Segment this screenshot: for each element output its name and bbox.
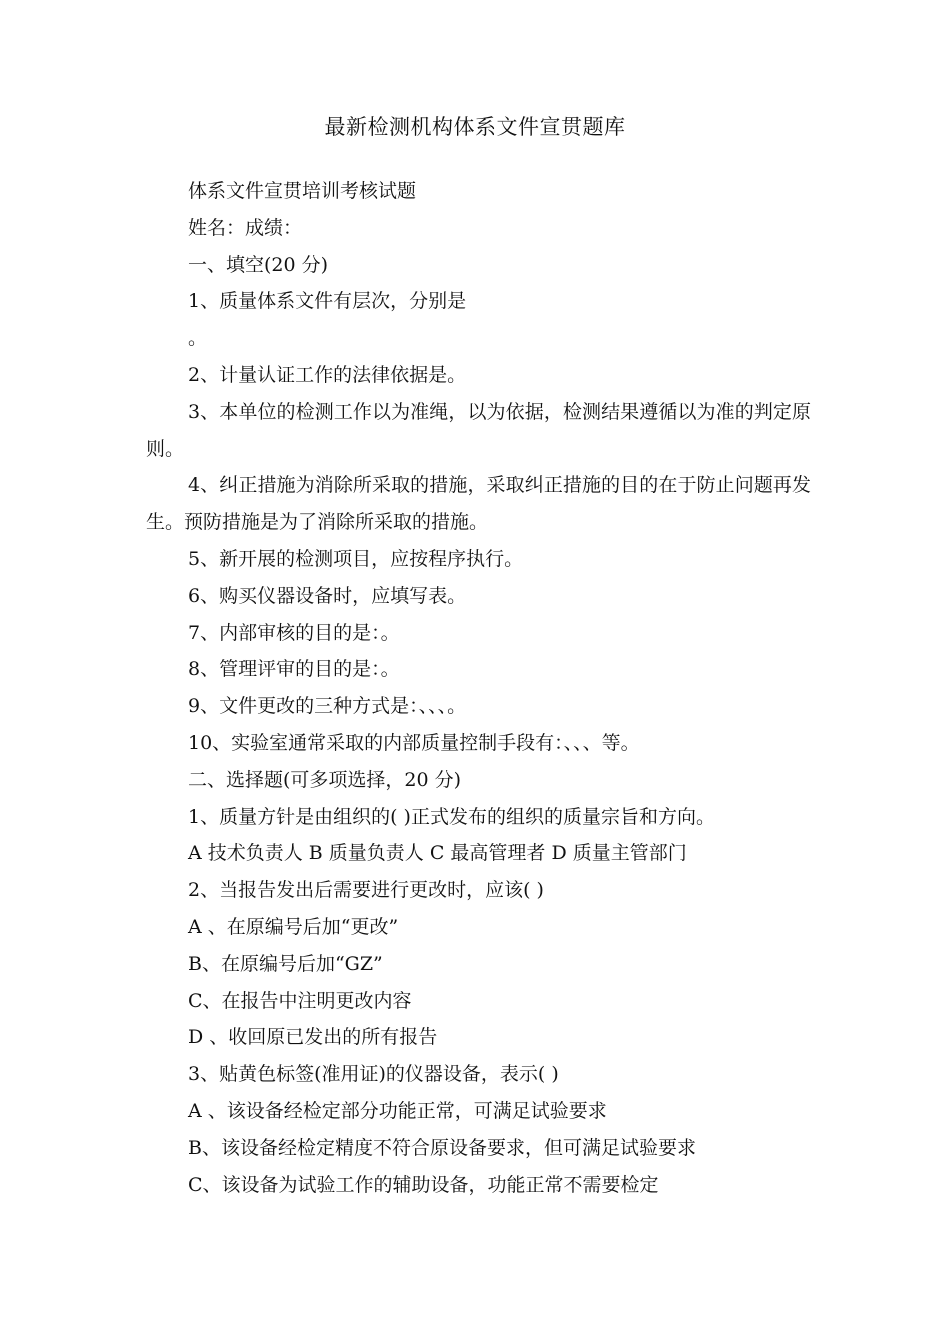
question-paragraph: 10、实验室通常采取的内部质量控制手段有：、、、等。 [188, 731, 640, 754]
answer-option-line: D 、收回原已发出的所有报告 [188, 1026, 438, 1049]
question-paragraph: 1、质量体系文件有层次，分别是 [188, 290, 467, 313]
section-choice-heading: 二、选择题(可多项选择，20 分) [188, 768, 462, 791]
answer-option-line: B、在原编号后加“GZ” [188, 952, 383, 975]
document-body [146, 173, 811, 1203]
question-paragraph: 9、文件更改的三种方式是：、、、。 [188, 695, 467, 718]
question-paragraph: 4、纠正措施为消除所采取的措施，采取纠正措施的目的在于防止问题再发生。预防措施是为了消除所采取的措施。 [146, 474, 811, 534]
answer-option-line: B、该设备经检定精度不符合原设备要求，但可满足试验要求 [188, 1136, 696, 1159]
question-paragraph: 3、本单位的检测工作以为准绳，以为依据，检测结果遵循以为准的判定原则。 [146, 400, 811, 460]
answer-option-line: A 技术负责人 B 质量负责人 C 最高管理者 D 质量主管部门 [188, 842, 687, 865]
question-paragraph: 7、内部审核的目的是：。 [188, 621, 400, 644]
answer-option-line: A 、该设备经检定部分功能正常，可满足试验要求 [188, 1099, 607, 1122]
answer-option-line: C、该设备为试验工作的辅助设备，功能正常不需要检定 [188, 1173, 659, 1196]
question-paragraph: 6、购买仪器设备时，应填写表。 [188, 584, 467, 607]
exam-heading: 体系文件宣贯培训考核试题 [188, 180, 417, 202]
answer-option-line: A 、在原编号后加“更改” [188, 915, 399, 938]
question-paragraph: 3、贴黄色标签(准用证)的仪器设备，表示( ) [188, 1063, 559, 1086]
question-paragraph: 。 [188, 327, 208, 350]
answer-option-line: C、在报告中注明更改内容 [188, 989, 412, 1012]
question-paragraph: 8、管理评审的目的是：。 [188, 658, 400, 681]
section-fill-blank-heading: 一、填空(20 分) [188, 253, 329, 276]
question-paragraph: 2、当报告发出后需要进行更改时，应该( ) [188, 879, 544, 902]
question-paragraph: 5、新开展的检测项目，应按程序执行。 [188, 547, 524, 570]
question-paragraph: 2、计量认证工作的法律依据是。 [188, 363, 467, 386]
document-title: 最新检测机构体系文件宣贯题库 [324, 115, 626, 139]
name-score-line: 姓名：成绩： [188, 216, 303, 239]
question-paragraph: 1、质量方针是由组织的( )正式发布的组织的质量宗旨和方向。 [188, 805, 715, 828]
